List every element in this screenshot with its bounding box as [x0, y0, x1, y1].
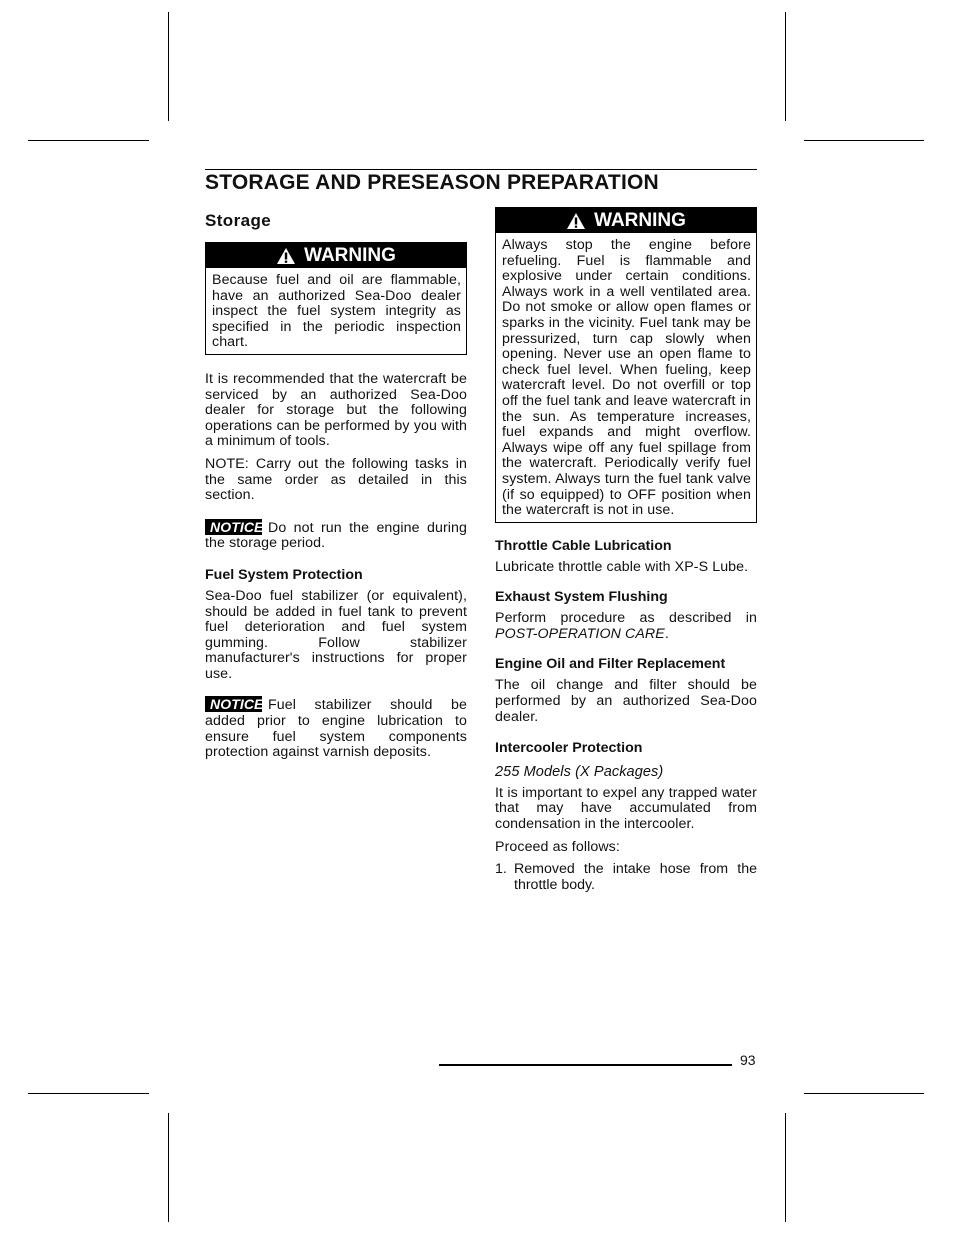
notice-badge: NOTICE	[205, 519, 262, 535]
warning-header	[496, 208, 756, 233]
oil-heading: Engine Oil and Filter Replacement	[495, 656, 726, 673]
crop-mark	[168, 12, 169, 121]
step-number: 1.	[495, 861, 507, 878]
notice-paragraph	[205, 696, 467, 760]
warning-label: WARNING	[304, 244, 396, 266]
crop-mark	[28, 140, 149, 141]
warning-triangle-icon	[566, 212, 586, 230]
step-text: Removed the intake hose from the throttle body.	[514, 861, 757, 893]
left-column	[205, 210, 467, 761]
crop-mark	[785, 12, 786, 121]
note-text: Carry out the following tasks in the same order as detailed in this section.	[205, 455, 467, 504]
warning-box	[495, 207, 757, 523]
fuel-heading: Fuel System Protection	[205, 566, 363, 583]
oil-paragraph: The oil change and filter should be performed by an authorized Sea-Doo dealer.	[495, 677, 757, 725]
fuel-paragraph: Sea-Doo fuel stabilizer (or equivalent), should be added in fuel tank to prevent fuel deterioration and fuel system gumming. Follow stabilizer manufacturer's instructions for proper use.	[205, 587, 467, 682]
warning-triangle-icon	[276, 247, 296, 265]
warning-label: WARNING	[594, 209, 686, 231]
exhaust-text: Perform procedure as described in	[495, 610, 757, 627]
page-number: 93	[740, 1052, 756, 1068]
intercooler-heading: Intercooler Protection	[495, 740, 643, 757]
section-title: Storage	[205, 211, 272, 230]
exhaust-heading: Exhaust System Flushing	[495, 589, 668, 606]
intercooler-models: 255 Models (X Packages)	[495, 764, 664, 781]
notice-text: Fuel stabilizer should be added prior to engine lubrication to ensure fuel system components protection against varnish deposits.	[205, 697, 467, 761]
exhaust-reference: POST-OPERATION CARE	[495, 625, 665, 642]
proceed-text: Proceed as follows:	[495, 838, 620, 855]
steps-list	[495, 862, 757, 893]
warning-header	[206, 243, 466, 268]
exhaust-period: .	[664, 625, 669, 642]
footer-rule	[439, 1064, 732, 1066]
exhaust-paragraph	[495, 611, 757, 642]
note-paragraph	[205, 457, 467, 504]
intercooler-paragraph: It is important to expel any trapped water that may have accumulated from condensation in the intercooler.	[495, 784, 757, 833]
throttle-paragraph: Lubricate throttle cable with XP-S Lube.	[495, 558, 749, 575]
notice-paragraph	[205, 519, 467, 552]
crop-mark	[785, 1113, 786, 1222]
notice-badge: NOTICE	[205, 696, 262, 712]
right-column	[495, 207, 757, 893]
crop-mark	[804, 1093, 924, 1094]
crop-mark	[28, 1093, 149, 1094]
notice-text: Do not run the engine during the storage period.	[205, 519, 467, 552]
warning-text: Always stop the engine before refueling. Fuel is flammable and explosive under certain conditions. Always work in a well ventilated area. Do not smoke or allow open flames or sparks in the vicinity. Fuel tank may be pressurized, turn cap slowly when opening. Never use an open flame to check fuel level. When fueling, keep watercraft level. Do not overfill or top off the fuel tank and leave watercraft in the sun. As temperature increases, fuel expands and might overflow. Always wipe off any fuel spillage from the watercraft. Periodically verify fuel system. Always turn the fuel tank valve (if so equipped) to OFF position when the watercraft is not in use.	[502, 237, 751, 519]
intro-paragraph: It is recommended that the watercraft be serviced by an authorized Sea-Doo dealer for storage but the following operations can be performed by you with a minimum of tools.	[205, 370, 467, 450]
note-label: NOTE:	[205, 455, 249, 472]
warning-text: Because fuel and oil are flammable, have an authorized Sea-Doo dealer inspect the fuel system integrity as specified in the periodic inspection chart.	[212, 272, 461, 351]
crop-mark	[804, 140, 924, 141]
page-title: STORAGE AND PRESEASON PREPARATION	[205, 171, 659, 194]
warning-box	[205, 242, 467, 355]
throttle-heading: Throttle Cable Lubrication	[495, 537, 672, 554]
list-item	[495, 862, 757, 893]
crop-mark	[168, 1113, 169, 1222]
